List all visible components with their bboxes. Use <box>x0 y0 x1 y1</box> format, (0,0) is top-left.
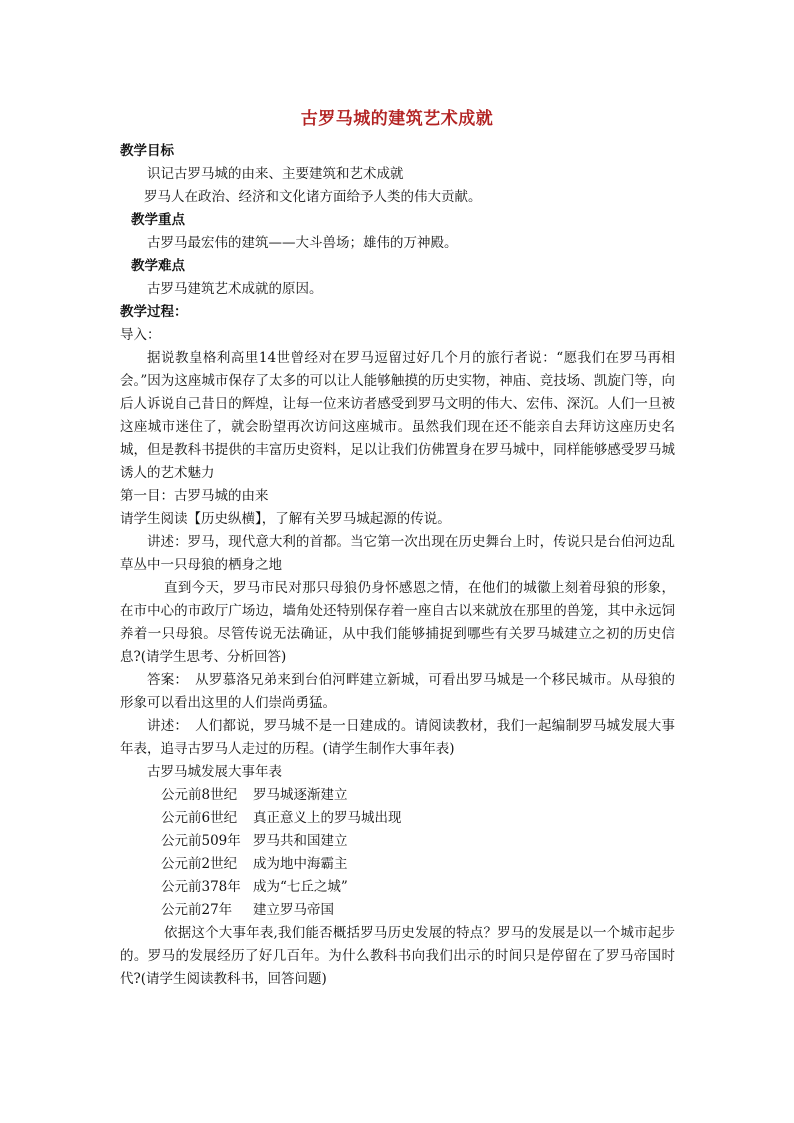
timeline-event: 建立罗马帝国 <box>253 902 334 918</box>
timeline-date: 公元前27年 <box>161 902 233 918</box>
process-heading: 教学过程： <box>120 304 188 320</box>
objectives-heading: 教学目标 <box>120 143 174 159</box>
closing-paragraph: 依据这个大事年表,我们能否概括罗马历史发展的特点？罗马的发展是以一个城市起步的。罗马的发展经历了好几百年。为什么教科书向我们出示的时间只是停留在了罗马帝国时代?(请学生阅读教科书，回答问题) <box>120 925 675 987</box>
difficulties-heading: 教学难点 <box>131 258 185 274</box>
timeline-date: 公元前378年 <box>161 879 241 895</box>
timeline-event: 真正意义上的罗马城出现 <box>253 810 402 826</box>
timeline-event: 成为地中海霸主 <box>253 856 348 872</box>
objective-item: 识记古罗马城的由来、主要建筑和艺术成就 <box>147 166 404 182</box>
timeline-date: 公元前509年 <box>161 833 241 849</box>
timeline-event: 成为“七丘之城” <box>253 879 348 895</box>
intro-label: 导入： <box>120 327 161 343</box>
timeline-row <box>120 899 675 922</box>
intro-paragraph: 据说教皇格利高里14世曾经对在罗马逗留过好几个月的旅行者说：“愿我们在罗马再相会。”因为这座城市保存了太多的可以让人能够触摸的历史实物，神庙、竞技场、凯旋门等，向后人诉说自己昔日的辉煌，让每一位来访者感受到罗马文明的伟大、宏伟、深沉。人们一旦被这座城市迷住了，就会盼望再次访问这座城市。虽然我们现在还不能亲自去拜访这座历史名城，但是教科书提供的丰富历史资料，足以让我们仿佛置身在罗马城中，同样能够感受罗马城诱人的艺术魅力 <box>120 350 675 481</box>
timeline-date: 公元前6世纪 <box>161 810 238 826</box>
answer-paragraph: 答案： 从罗慕洛兄弟来到台伯河畔建立新城，可看出罗马城是一个移民城市。从母狼的形象可以看出这里的人们崇尚勇猛。 <box>120 672 675 711</box>
timeline-row <box>120 876 675 899</box>
timeline-row <box>120 784 675 807</box>
timeline-event: 罗马共和国建立 <box>253 833 348 849</box>
timeline-event: 罗马城逐渐建立 <box>253 787 348 803</box>
difficulties-text: 古罗马建筑艺术成就的原因。 <box>147 281 323 297</box>
lecture-paragraph: 讲述： 人们都说，罗马城不是一日建成的。请阅读教材，我们一起编制罗马城发展大事年表，追寻古罗马人走过的历程。(请学生制作大事年表) <box>120 718 675 757</box>
objective-item: 罗马人在政治、经济和文化诸方面给予人类的伟大贡献。 <box>144 189 482 205</box>
read-prompt: 请学生阅读【历史纵横】，了解有关罗马城起源的传说。 <box>120 511 451 527</box>
section-heading: 第一目：古罗马城的由来 <box>120 488 269 504</box>
timeline-date: 公元前8世纪 <box>161 787 238 803</box>
timeline-row <box>120 853 675 876</box>
document-body <box>120 140 675 991</box>
timeline-row <box>120 830 675 853</box>
key-points-text: 古罗马最宏伟的建筑——大斗兽场；雄伟的万神殿。 <box>147 235 458 251</box>
lecture-paragraph: 讲述：罗马，现代意大利的首都。当它第一次出现在历史舞台上时，传说只是台伯河边乱草丛中一只母狼的栖身之地 <box>120 534 675 573</box>
timeline-list <box>120 784 675 922</box>
key-points-heading: 教学重点 <box>131 212 185 228</box>
timeline-title: 古罗马城发展大事年表 <box>147 764 282 780</box>
timeline-row <box>120 807 675 830</box>
timeline-date: 公元前2世纪 <box>161 856 238 872</box>
body-paragraph: 直到今天，罗马市民对那只母狼仍身怀感恩之情，在他们的城徽上刻着母狼的形象，在市中心的市政厅广场边，墙角处还特别保存着一座自古以来就放在那里的兽笼，其中永远饲养着一只母狼。尽管传说无法确证，从中我们能够捕捉到哪些有关罗马城建立之初的历史信息?(请学生思考、分析回答) <box>120 580 675 665</box>
document-title: 古罗马城的建筑艺术成就 <box>300 109 494 129</box>
